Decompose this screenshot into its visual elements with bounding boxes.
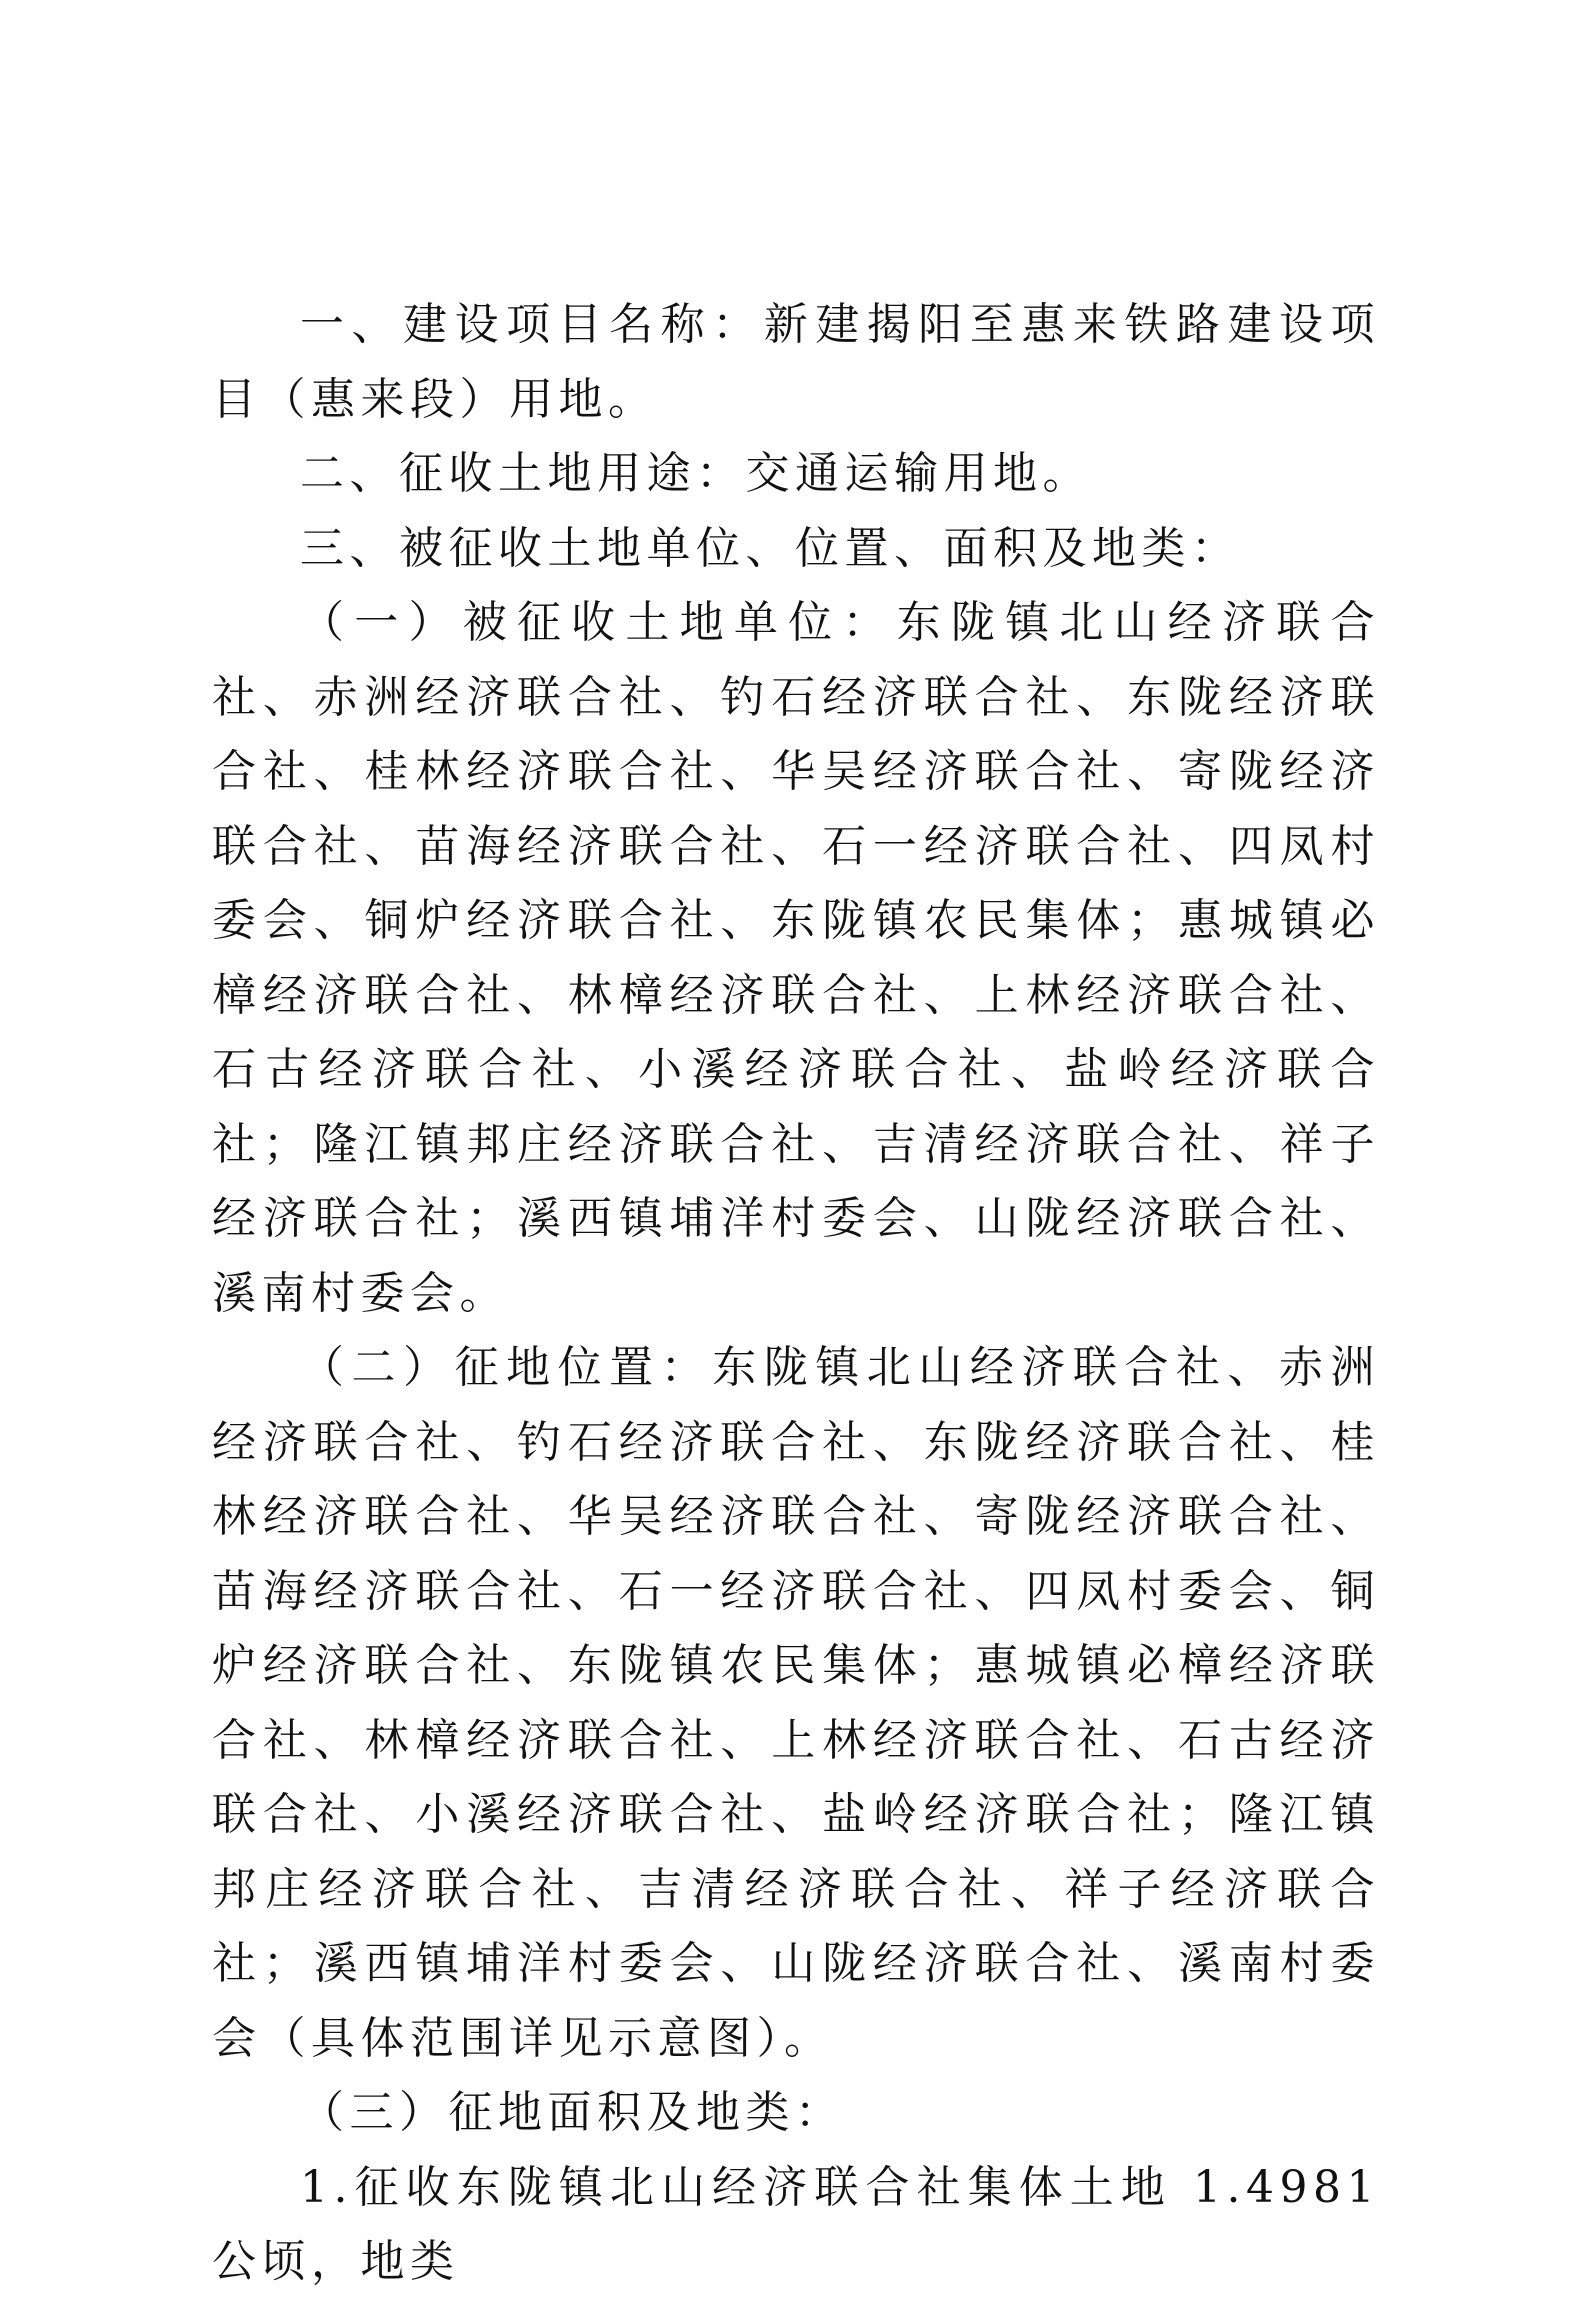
paragraph-land-use: 二、征收土地用途：交通运输用地。 (300, 448, 1092, 499)
paragraph-project-name: 一、建设项目名称：新建揭阳至惠来铁路建设项目（惠来段）用地。 (212, 299, 1380, 425)
paragraph-expropriated-units: （一）被征收土地单位：东陇镇北山经济联合社、赤洲经济联合社、钓石经济联合社、东陇经济联合社、桂林经济联合社、华吴经济联合社、寄陇经济联合社、苗海经济联合社、石一经济联合社、四凤村委会、铜炉经济联合社、东陇镇农民集体；惠城镇必樟经济联合社、林樟经济联合社、上林经济联合社、石古经济联合社、小溪经济联合社、盐岭经济联合社；隆江镇邦庄经济联合社、吉清经济联合社、祥子经济联合社；溪西镇埔洋村委会、山陇经济联合社、溪南村委会。 (212, 597, 1380, 1319)
paragraph-item-one: 1.征收东陇镇北山经济联合社集体土地 1.4981 公顷，地类 (212, 2161, 1380, 2287)
paragraph-area-heading: （三）征地面积及地类： (300, 2087, 845, 2138)
document-body (212, 288, 1380, 2300)
paragraph-section-three-heading: 三、被征收土地单位、位置、面积及地类： (300, 522, 1241, 574)
paragraph-expropriation-location: （二）征地位置：东陇镇北山经济联合社、赤洲经济联合社、钓石经济联合社、东陇经济联合社、桂林经济联合社、华吴经济联合社、寄陇经济联合社、苗海经济联合社、石一经济联合社、四凤村委会、铜炉经济联合社、东陇镇农民集体；惠城镇必樟经济联合社、林樟经济联合社、上林经济联合社、石古经济联合社、小溪经济联合社、盐岭经济联合社；隆江镇邦庄经济联合社、吉清经济联合社、祥子经济联合社；溪西镇埔洋村委会、山陇经济联合社、溪南村委会（具体范围详见示意图）。 (212, 1342, 1380, 2064)
